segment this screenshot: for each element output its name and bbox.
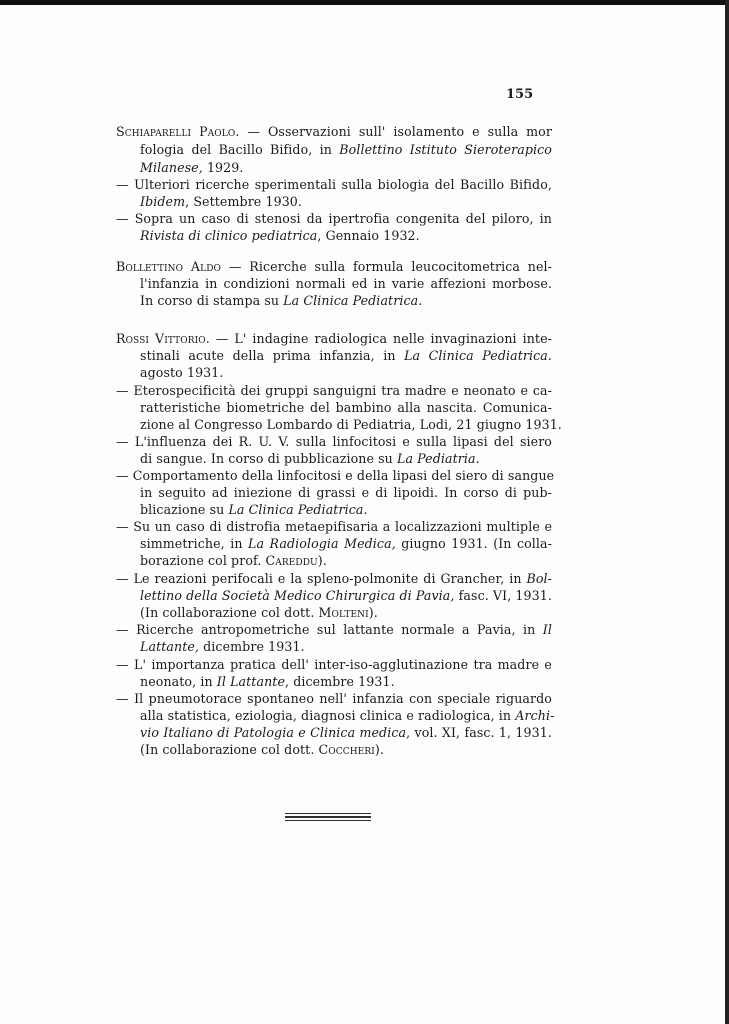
text-segment: di sangue. In corso di pubblicazione su xyxy=(140,451,397,466)
text-line xyxy=(140,536,552,552)
text-segment: l'infanzia in condizioni normali ed in varie affezioni morbose. xyxy=(140,276,552,291)
journal-title: vio Italiano di Patologia e Clinica medica xyxy=(140,725,407,740)
text-line xyxy=(116,519,552,535)
journal-title: Il Lattante xyxy=(216,674,285,689)
text-segment: 1929. xyxy=(202,160,244,175)
text-line xyxy=(140,502,552,518)
text-segment: , vol. XI, fasc. 1, 1931. xyxy=(406,725,552,740)
scan-border-top xyxy=(0,0,729,5)
journal-title: Archi- xyxy=(515,708,555,723)
journal-title: La Clinica Pediatrica. xyxy=(228,502,368,517)
text-segment: — Eterospecificità dei gruppi sanguigni tra madre e neonato e ca- xyxy=(116,383,552,398)
text-segment: , Gennaio 1932. xyxy=(317,228,420,243)
journal-title: La Pediatria. xyxy=(397,451,480,466)
text-line xyxy=(116,177,552,193)
page-number: 155 xyxy=(506,87,534,102)
text-segment: fasc. VI, 1931. xyxy=(454,588,552,603)
text-line xyxy=(140,400,552,416)
text-segment: neonato, in xyxy=(140,674,217,689)
text-line xyxy=(116,434,552,450)
text-line xyxy=(116,622,552,638)
journal-title: La Radiologia Medica, xyxy=(247,536,396,551)
journal-title: lettino della Società Medico Chirurgica di Pavia, xyxy=(140,588,455,603)
text-line xyxy=(116,657,552,673)
text-segment: ). xyxy=(317,553,327,568)
author-name: Coccheri xyxy=(318,742,375,757)
text-segment: ). xyxy=(368,605,378,620)
text-line xyxy=(116,259,552,275)
text-segment: — Ricerche antropometriche sul lattante normale a Pavia, in xyxy=(116,622,543,637)
text-segment: — Su un caso di distrofia metaepifisaria a localizzazioni multiple e xyxy=(116,519,552,534)
text-segment: , dicembre 1931. xyxy=(285,674,395,689)
author-name: Bollettino Aldo xyxy=(116,259,222,274)
text-line xyxy=(140,365,552,381)
text-line xyxy=(140,674,552,690)
text-segment: in seguito ad iniezione di grassi e di lipoidi. In corso di pub- xyxy=(140,485,552,500)
closing-rule-thick xyxy=(285,816,371,818)
text-line xyxy=(140,708,555,724)
journal-title: Rivista di clinico pediatrica xyxy=(140,228,318,243)
text-segment: dicembre 1931. xyxy=(199,639,305,654)
text-line xyxy=(116,211,552,227)
text-segment: (In collaborazione col dott. xyxy=(140,742,319,757)
text-line xyxy=(140,639,552,655)
scan-border-right xyxy=(725,0,729,1024)
text-segment: ratteristiche biometriche del bambino alla nascita. Comunica- xyxy=(140,400,552,415)
author-name: Schiaparelli Paolo xyxy=(116,124,236,139)
text-segment: — L' importanza pratica dell' inter-iso-agglutinazione tra madre e xyxy=(116,657,552,672)
journal-title: La Clinica Pediatrica. xyxy=(283,293,423,308)
author-name: Careddu xyxy=(265,553,318,568)
text-line xyxy=(140,553,552,569)
journal-title: Lattante, xyxy=(140,639,200,654)
text-line xyxy=(140,605,552,621)
text-segment: In corso di stampa su xyxy=(140,293,284,308)
text-segment: borazione col prof. xyxy=(140,553,266,568)
text-segment: — Comportamento della linfocitosi e della lipasi del siero di sangue xyxy=(116,468,555,483)
text-segment: fologia del Bacillo Bifido, in xyxy=(140,142,340,157)
journal-title: Bol- xyxy=(526,571,552,586)
author-name: Molteni xyxy=(318,605,369,620)
text-line xyxy=(140,742,552,758)
text-line xyxy=(116,383,552,399)
text-line xyxy=(140,588,552,604)
text-segment: — Ricerche sulla formula leucocitometrica nel- xyxy=(221,259,552,274)
text-segment: alla statistica, eziologia, diagnosi clinica e radiologica, in xyxy=(140,708,516,723)
journal-title: Bollettino Istituto Sieroterapico xyxy=(339,142,552,157)
text-line xyxy=(140,142,552,158)
text-segment: (In collaborazione col dott. xyxy=(140,605,319,620)
text-line xyxy=(140,228,552,244)
text-line xyxy=(116,124,552,140)
journal-title: Il xyxy=(542,622,552,637)
text-line xyxy=(140,485,552,501)
text-segment: ). xyxy=(374,742,384,757)
journal-title: Ibidem xyxy=(140,194,186,209)
text-segment: agosto 1931. xyxy=(140,365,224,380)
text-line xyxy=(140,451,552,467)
text-segment: blicazione su xyxy=(140,502,229,517)
closing-rule-lower xyxy=(285,820,371,821)
text-segment: — L'influenza dei R. U. V. sulla linfocitosi e sulla lipasi del siero xyxy=(116,434,552,449)
text-segment: — Ulteriori ricerche sperimentali sulla biologia del Bacillo Bifido, xyxy=(116,177,552,192)
author-name: Rossi Vittorio xyxy=(116,331,206,346)
text-line xyxy=(140,276,552,292)
text-line xyxy=(140,348,552,364)
text-segment: . — L' indagine radiologica nelle invaginazioni inte- xyxy=(205,331,553,346)
text-line xyxy=(116,691,552,707)
text-line xyxy=(140,725,552,741)
text-segment: . — Osservazioni sull' isolamento e sulla mor xyxy=(235,124,552,139)
text-segment: — Le reazioni perifocali e la spleno-polmonite di Grancher, in xyxy=(116,571,527,586)
text-line xyxy=(140,194,552,210)
closing-rule xyxy=(285,813,371,814)
journal-title: La Clinica Pediatrica. xyxy=(404,348,552,363)
text-segment: simmetriche, in xyxy=(140,536,248,551)
text-line xyxy=(140,293,552,309)
text-segment: — Sopra un caso di stenosi da ipertrofia congenita del piloro, in xyxy=(116,211,552,226)
text-segment: stinali acute della prima infanzia, in xyxy=(140,348,405,363)
text-line xyxy=(116,571,552,587)
text-segment: — Il pneumotorace spontaneo nell' infanzia con speciale riguardo xyxy=(116,691,552,706)
text-segment: giugno 1931. (In colla- xyxy=(395,536,553,551)
text-line xyxy=(116,331,552,347)
text-line xyxy=(140,160,552,176)
text-segment: zione al Congresso Lombardo di Pediatria, Lodi, 21 giugno 1931. xyxy=(140,417,562,432)
text-segment: , Settembre 1930. xyxy=(185,194,303,209)
journal-title: Milanese, xyxy=(140,160,203,175)
text-line xyxy=(140,417,562,433)
text-line xyxy=(116,468,555,484)
